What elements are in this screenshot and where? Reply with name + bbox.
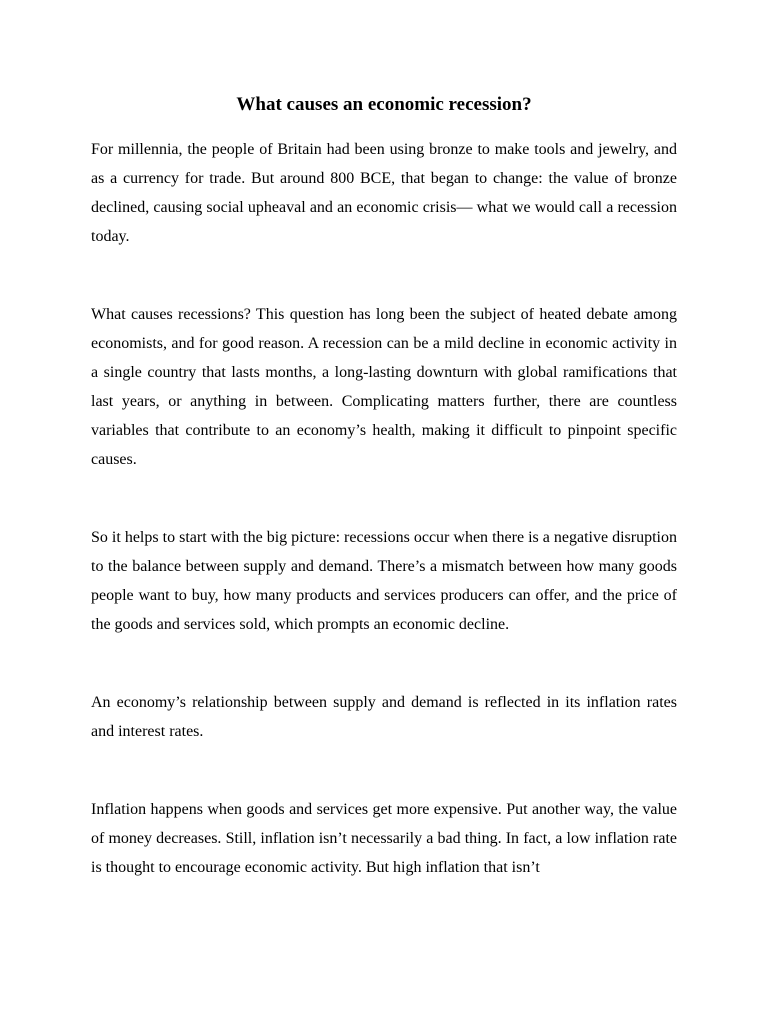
paragraph-inflation: Inflation happens when goods and services get more expensive. Put another way, the value of money decreases. Still, inflation isn’t necessarily a bad thing. In fact, a low inflation rate is thought to encourage economic activity. But high inflation that isn’t <box>91 801 677 876</box>
document-title: What causes an economic recession? <box>236 94 532 115</box>
paragraph-what-causes-recessions: What causes recessions? This question has long been the subject of heated debate among economists, and for good reason. A recession can be a mild decline in economic activity in a single country that lasts months, a long-lasting downturn with global ramifications that last years, or anything in between. Complicating matters further, there are countless variables that contribute to an economy’s health, making it difficult to pinpoint specific causes. <box>91 306 677 468</box>
paragraph-bronze-history: For millennia, the people of Britain had been using bronze to make tools and jewelry, and as a currency for trade. But around 800 BCE, that began to change: the value of bronze declined, causing social upheaval and an economic crisis— what we would call a recession today. <box>91 141 677 245</box>
paragraph-supply-demand: So it helps to start with the big picture: recessions occur when there is a negative disruption to the balance between supply and demand. There’s a mismatch between how many goods people want to buy, how many products and services producers can offer, and the price of the goods and services sold, which prompts an economic decline. <box>91 529 677 633</box>
document-body <box>91 92 677 882</box>
paragraph-inflation-interest: An economy’s relationship between supply and demand is reflected in its inflation rates and interest rates. <box>91 694 677 740</box>
